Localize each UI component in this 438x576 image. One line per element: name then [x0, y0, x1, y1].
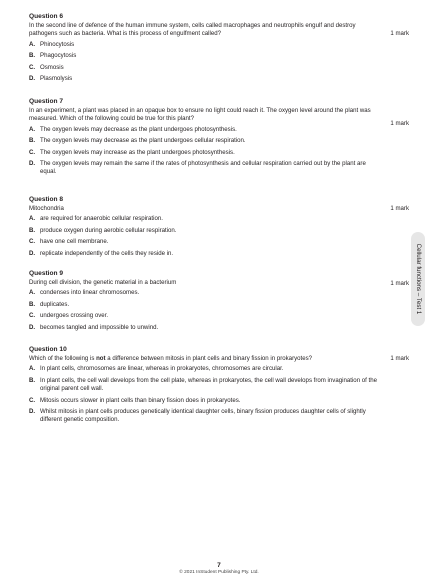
- question-title: Question 7: [29, 98, 64, 105]
- question-9: [29, 270, 384, 335]
- question-10: [29, 346, 384, 428]
- option-c[interactable]: [29, 64, 384, 72]
- option-letter: B.: [29, 376, 36, 384]
- option-d[interactable]: [29, 408, 384, 425]
- option-letter: A.: [29, 215, 36, 223]
- option-a[interactable]: [29, 215, 384, 223]
- question-6: [29, 13, 384, 87]
- option-text: undergoes crossing over.: [40, 312, 109, 320]
- option-letter: A.: [29, 40, 36, 48]
- mark-label: 1 mark: [390, 30, 409, 37]
- option-letter: C.: [29, 396, 36, 404]
- question-7: [29, 98, 384, 180]
- option-letter: A.: [29, 289, 36, 297]
- option-c[interactable]: [29, 312, 384, 320]
- option-text: have one cell membrane.: [40, 238, 109, 246]
- option-text: In plant cells, the cell wall develops from the cell plate, whereas in prokaryotes, the cell wall develops from invagination of the original parent cell wall.: [40, 376, 378, 393]
- option-text: condenses into linear chromosomes.: [40, 289, 140, 297]
- option-letter: A.: [29, 365, 36, 373]
- option-letter: A.: [29, 125, 36, 133]
- option-text: The oxygen levels may increase as the plant undergoes photosynthesis.: [40, 148, 235, 156]
- question-stem: During cell division, the genetic material in a bacterium: [29, 279, 177, 286]
- option-b[interactable]: [29, 137, 384, 145]
- option-d[interactable]: [29, 160, 384, 177]
- option-text: The oxygen levels may decrease as the plant undergoes cellular respiration.: [40, 137, 246, 145]
- question-title: Question 6: [29, 13, 64, 20]
- option-text: Osmosis: [40, 63, 64, 71]
- option-a[interactable]: [29, 126, 384, 134]
- option-text: are required for anaerobic cellular respiration.: [40, 215, 163, 223]
- option-letter: C.: [29, 238, 36, 246]
- question-title: Question 10: [29, 346, 67, 353]
- option-d[interactable]: [29, 75, 384, 83]
- option-a[interactable]: [29, 289, 384, 297]
- question-stem: In an experiment, a plant was placed in an opaque box to ensure no light could reach it. The oxygen level around the plant was measured. Which of the following could be true for this plant?: [29, 107, 371, 123]
- option-a[interactable]: [29, 41, 384, 49]
- question-8: [29, 196, 384, 261]
- option-c[interactable]: [29, 238, 384, 246]
- option-letter: B.: [29, 300, 36, 308]
- option-text: Phinocytosis: [40, 40, 75, 48]
- page-number: 7: [217, 562, 221, 569]
- option-letter: B.: [29, 52, 36, 60]
- option-c[interactable]: [29, 149, 384, 157]
- option-b[interactable]: [29, 377, 384, 394]
- option-letter: B.: [29, 137, 36, 145]
- option-text: The oxygen levels may decrease as the plant undergoes photosynthesis.: [40, 125, 237, 133]
- option-b[interactable]: [29, 52, 384, 60]
- option-letter: D.: [29, 160, 36, 168]
- stem-text-before: Which of the following is: [29, 355, 97, 362]
- question-title: Question 9: [29, 270, 64, 277]
- mark-label: 1 mark: [390, 280, 409, 287]
- question-title: Question 8: [29, 196, 64, 203]
- section-side-tab: [411, 232, 425, 326]
- option-letter: C.: [29, 63, 36, 71]
- question-stem: [29, 355, 384, 363]
- option-c[interactable]: [29, 397, 384, 405]
- option-d[interactable]: [29, 250, 384, 258]
- option-text: becomes tangled and impossible to unwind.: [40, 323, 159, 331]
- question-stem: Mitochondria: [29, 205, 64, 212]
- option-text: duplicates.: [40, 300, 70, 308]
- option-letter: C.: [29, 148, 36, 156]
- stem-text-after: a difference between mitosis in plant cells and binary fission in prokaryotes?: [105, 355, 313, 362]
- option-letter: D.: [29, 408, 36, 416]
- mark-label: 1 mark: [390, 120, 409, 127]
- option-text: Mitosis occurs slower in plant cells than binary fission does in prokaryotes.: [40, 396, 241, 404]
- question-stem: In the second line of defence of the human immune system, cells called macrophages and neutrophils engulf and destroy pathogens such as bacteria. What is this process of engulfment called?: [29, 22, 356, 38]
- option-b[interactable]: [29, 227, 384, 235]
- option-letter: C.: [29, 312, 36, 320]
- option-text: The oxygen levels may remain the same if the rates of photosynthesis and cellular respiration carried out by the plant are equal.: [40, 160, 366, 176]
- option-text: replicate independently of the cells they reside in.: [40, 249, 174, 257]
- mark-label: 1 mark: [390, 205, 409, 212]
- option-d[interactable]: [29, 324, 384, 332]
- option-b[interactable]: [29, 301, 384, 309]
- option-text: produce oxygen during aerobic cellular respiration.: [40, 226, 177, 234]
- option-letter: D.: [29, 75, 36, 83]
- option-text: Plasmolysis: [40, 75, 73, 83]
- option-letter: D.: [29, 249, 36, 257]
- stem-emphasis: not: [96, 355, 106, 362]
- option-letter: D.: [29, 323, 36, 331]
- side-tab-label: Cellular functions – Test 1: [415, 243, 422, 315]
- copyright-notice: © 2021 InStudent Publishing Pty. Ltd.: [179, 570, 259, 575]
- option-letter: B.: [29, 226, 36, 234]
- option-text: Phagocytosis: [40, 52, 77, 60]
- option-text: In plant cells, chromosomes are linear, whereas in prokaryotes, chromosomes are circular.: [40, 365, 284, 373]
- option-a[interactable]: [29, 365, 384, 373]
- mark-label: 1 mark: [390, 355, 409, 362]
- option-text: Whilst mitosis in plant cells produces genetically identical daughter cells, binary fission produces daughter cells of slightly different genetic composition.: [40, 408, 366, 424]
